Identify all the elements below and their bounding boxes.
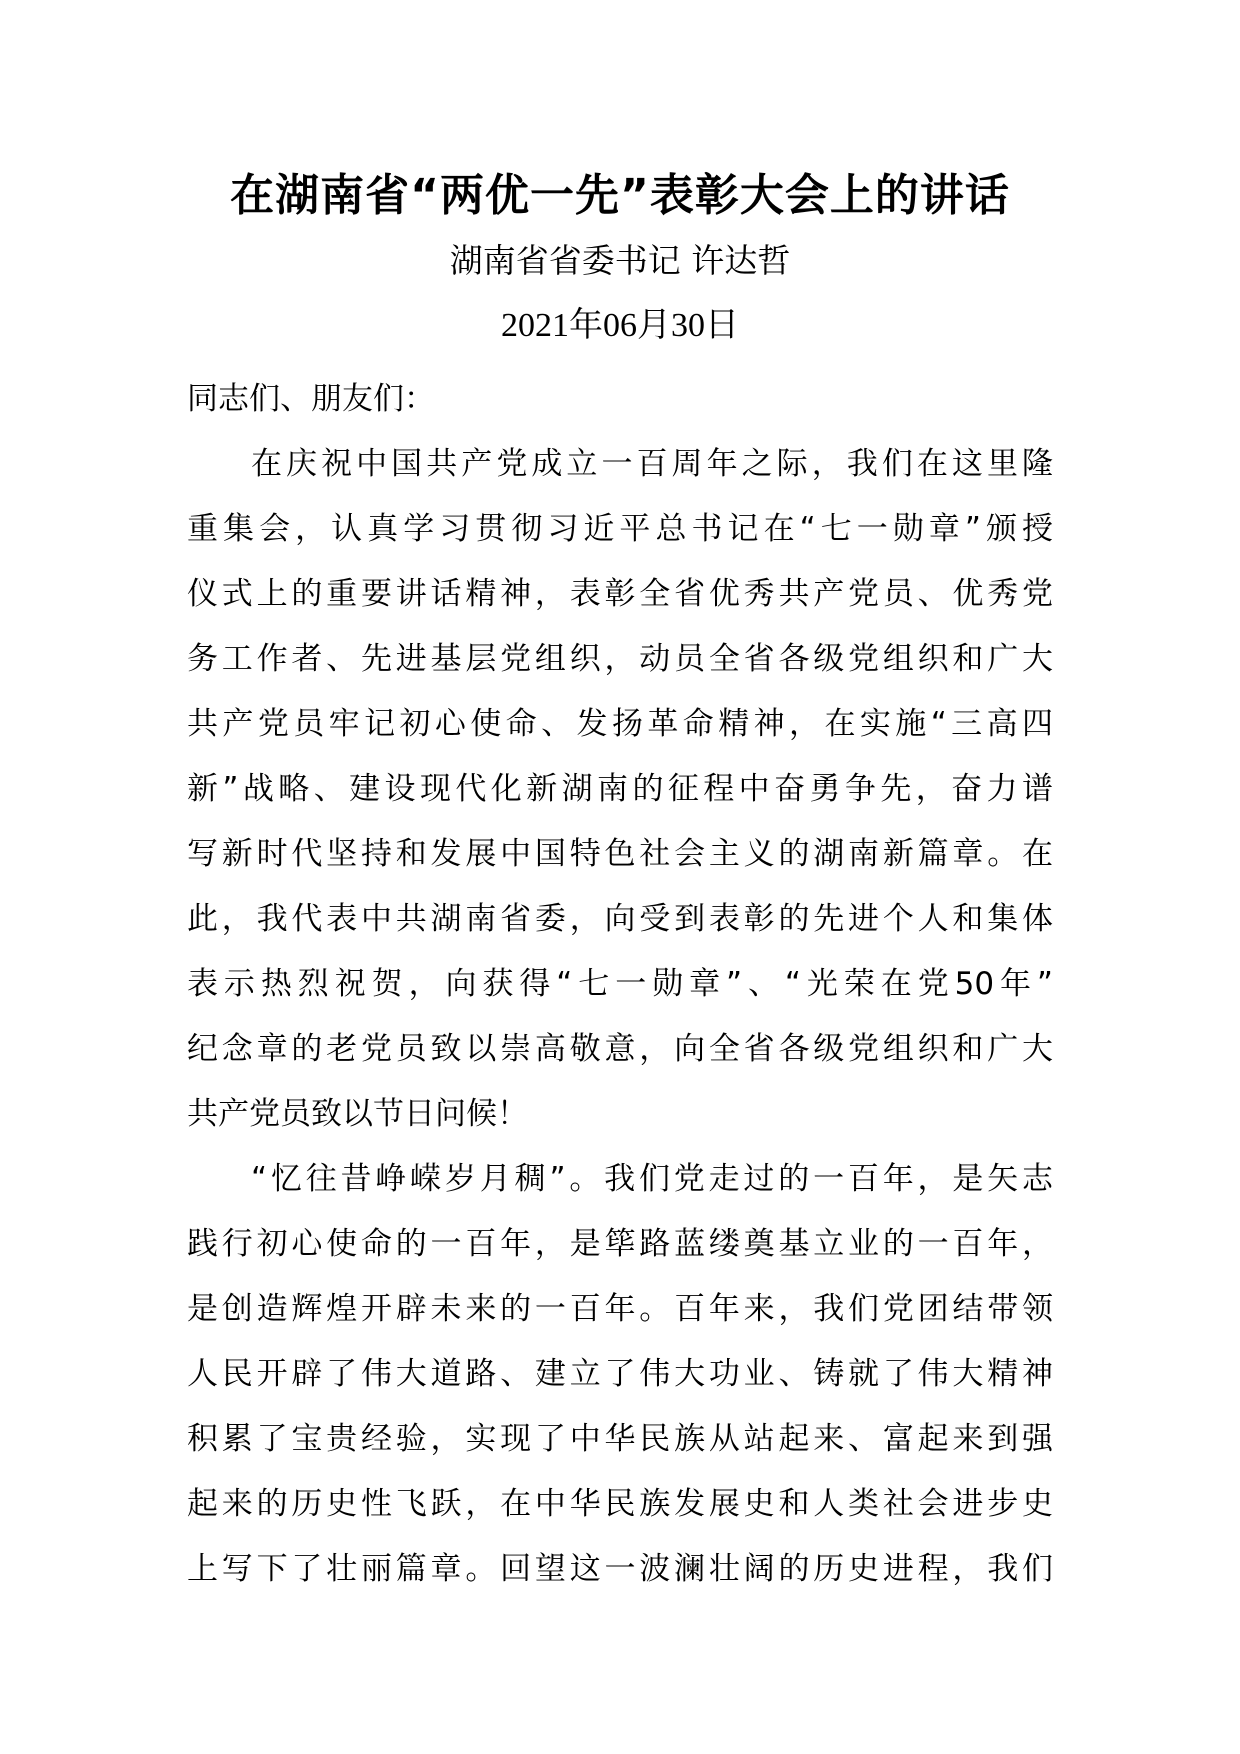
paragraph-2 [187,1147,1053,1602]
paragraph-line: 纪念章的老党员致以崇高敬意，向全省各级党组织和广大 [187,1031,1053,1067]
document-author: 湖南省省委书记 许达哲 [449,241,791,280]
document-body [187,367,1053,1602]
paragraph-line: 此，我代表中共湖南省委，向受到表彰的先进个人和集体 [187,901,1053,937]
paragraph-line: 积累了宝贵经验，实现了中华民族从站起来、富起来到强 [187,1421,1053,1457]
document-date: 2021年06月30日 [501,307,739,344]
salutation: 同志们、朋友们： [187,381,435,417]
paragraph-line: 表示热烈祝贺，向获得“七一勋章”、“光荣在党50年” [187,966,1053,1002]
paragraph-line: 务工作者、先进基层党组织，动员全省各级党组织和广大 [187,641,1053,677]
paragraph-line: 仪式上的重要讲话精神，表彰全省优秀共产党员、优秀党 [187,576,1053,612]
paragraph-line: 写新时代坚持和发展中国特色社会主义的湖南新篇章。在 [187,836,1053,872]
document-title: 在湖南省“两优一先”表彰大会上的讲话 [230,170,1010,221]
paragraph-line: 重集会，认真学习贯彻习近平总书记在“七一勋章”颁授 [187,511,1053,547]
paragraph-line: 共产党员牢记初心使命、发扬革命精神，在实施“三高四 [187,706,1053,742]
paragraph-line: 共产党员致以节日问候！ [187,1096,528,1132]
paragraph-1 [187,432,1053,1147]
paragraph-line: 是创造辉煌开辟未来的一百年。百年来，我们党团结带领 [187,1291,1053,1327]
paragraph-line: 在庆祝中国共产党成立一百周年之际，我们在这里隆 [251,446,1053,482]
paragraph-line: 起来的历史性飞跃，在中华民族发展史和人类社会进步史 [187,1486,1053,1522]
paragraph-line: 人民开辟了伟大道路、建立了伟大功业、铸就了伟大精神 [187,1356,1053,1392]
paragraph-line: 新”战略、建设现代化新湖南的征程中奋勇争先，奋力谱 [187,771,1053,807]
paragraph-line: 践行初心使命的一百年，是筚路蓝缕奠基立业的一百年， [187,1226,1053,1262]
paragraph-line: 上写下了壮丽篇章。回望这一波澜壮阔的历史进程，我们 [187,1551,1053,1587]
paragraph-line: “忆往昔峥嵘岁月稠”。我们党走过的一百年，是矢志 [251,1161,1053,1197]
